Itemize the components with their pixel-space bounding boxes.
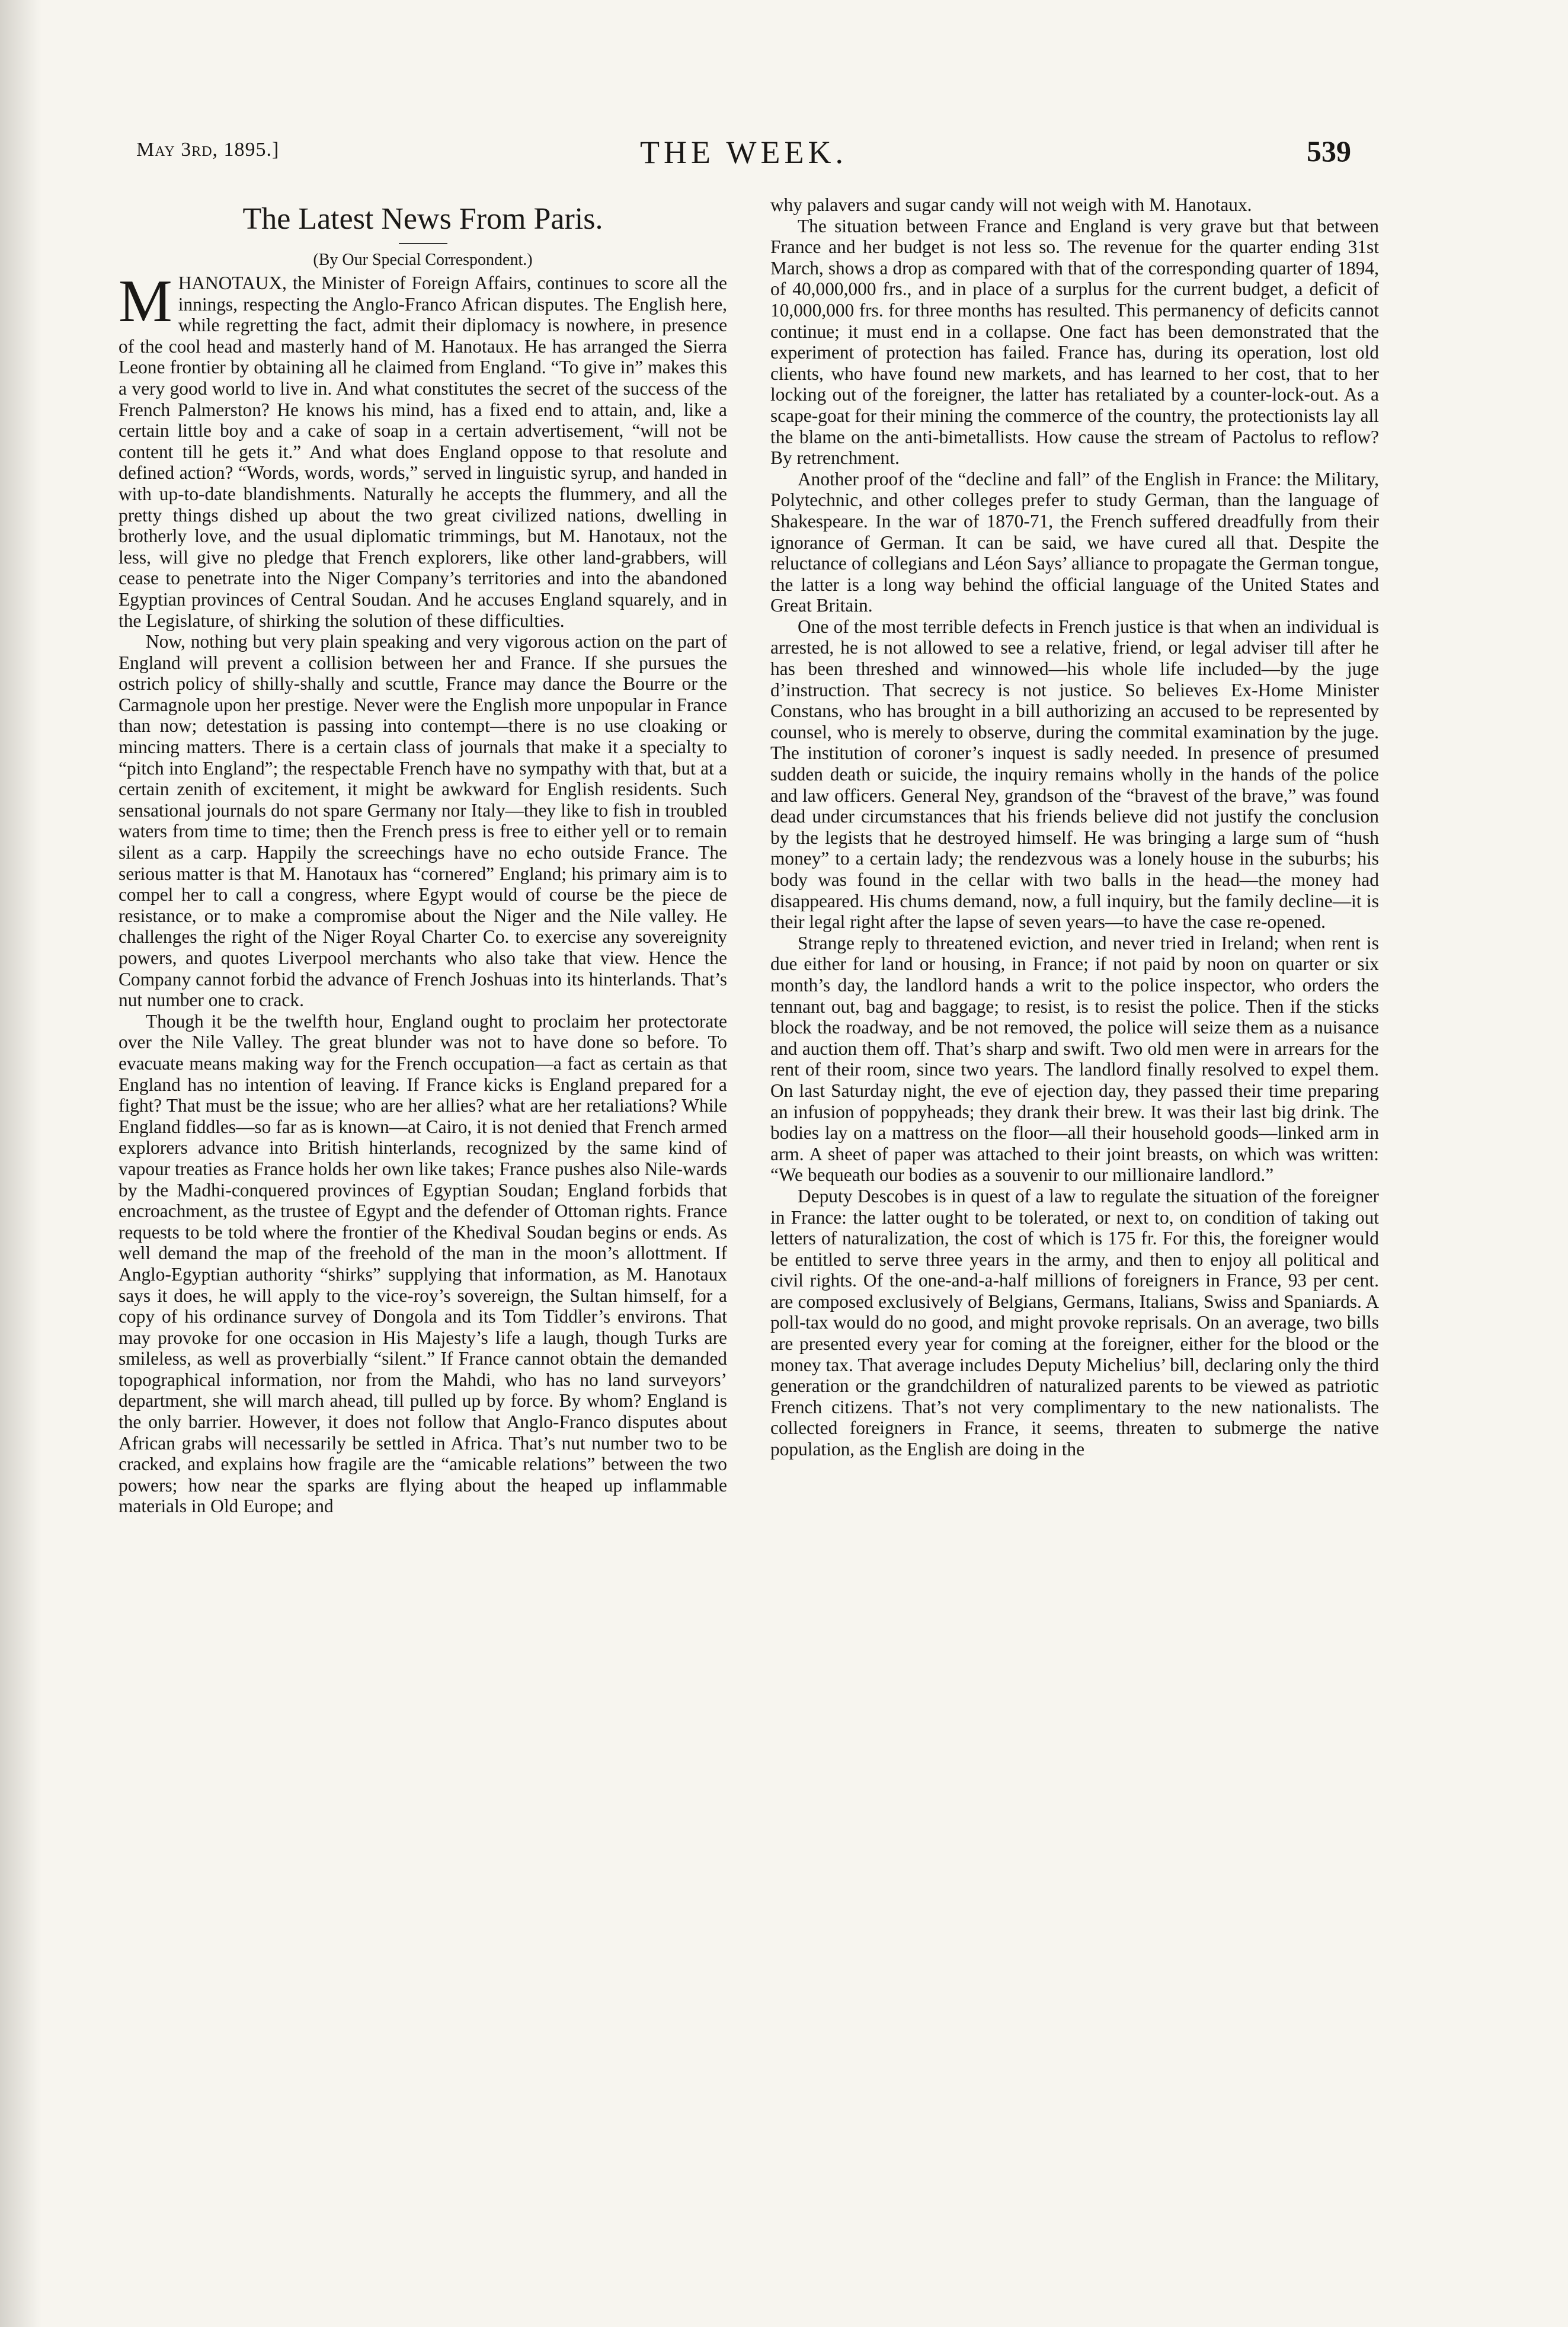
journal-title: THE WEEK. [640,135,847,170]
header-date: May 3rd, 1895.] [136,139,280,161]
page-number: 539 [1307,135,1351,168]
left-column [119,194,727,1517]
paragraph [119,268,727,631]
paragraph: Deputy Descobes is in quest of a law to regulate the situation of the foreigner in France: the latter ought to be tolerated, or next to, on condition of taking out letters of naturalization, the cost of which is 175 fr. For this, the foreigner would be entitled to serve three years in the army, and then to enjoy all political and civil rights. Of the one-and-a-half millions of foreigners in France, 93 per cent. are composed exclusively of Belgians, Germans, Italians, Swiss and Spaniards. A poll-tax would do no good, and might provoke reprisals. On an average, two bills are presented every year for coming at the foreigner, either for the blood or the money tax. That average includes Deputy Michelius’ bill, declaring only the third generation or the grandchildren of naturalized parents to be viewed as patriotic French citizens. That’s not very complimentary to the new nationalists. The collected foreigners in France, it seems, threaten to submerge the native population, as the English are doing in the [770,1185,1379,1460]
running-header [136,134,1351,169]
title-rule [399,243,447,244]
paragraph: One of the most terrible defects in French justice is that when an individual is arrested, he is not allowed to see a relative, friend, or legal adviser till after he has been threshed and winnowed—his whole life included—by the juge d’instruction. That secrecy is not justice. So believes Ex-Home Minister Constans, who has brought in a bill authorizing an accused to be represented by counsel, who is merely to observe, during the commital examination by the juge. The institution of coroner’s inquest is sadly needed. In presence of presumed sudden death or suicide, the inquiry remains wholly in the hands of the police and law officers. General Ney, grandson of the “bravest of the brave,” was found dead under circumstances that his friends believe did not justify the conclusion by the legists that he destroyed himself. He was bringing a large sum of “hush money” to a certain lady; the rendezvous was a lonely house in the suburbs; his body was found in the cellar with two balls in the head—the money had disappeared. His chums demand, now, a full inquiry, but the family decline—it is their legal right after the lapse of seven years—to have the case re-opened. [770,616,1379,933]
paragraph: Now, nothing but very plain speaking and very vigorous action on the part of England will prevent a collision between her and France. If she pursues the ostrich policy of shilly-shally and scuttle, France may dance the Bourre or the Carmagnole upon her prestige. Never were the English more unpopular in France than now; detestation is passing into contempt—there is no use cloaking or mincing matters. There is a certain class of journals that make it a specialty to “pitch into England”; the respectable French have no sympathy with that, but at a certain zenith of excitement, it might be awkward for English residents. Such sensational journals do not spare Germany nor Italy—they like to fish in troubled waters from time to time; then the French press is free to either yell or to remain silent as a carp. Happily the screechings have no echo outside France. The serious matter is that M. Hanotaux has “cornered” England; his primary aim is to compel her to call a congress, where Egypt would of course be the piece de resistance, or to make a compromise about the Niger and the Nile valley. He challenges the right of the Niger Royal Charter Co. to exercise any sovereignity powers, and quotes Liverpool merchants who also take that view. Hence the Company cannot forbid the advance of French Joshuas into its hinterlands. That’s nut number one to crack. [119,631,727,1011]
paragraph: why palavers and sugar candy will not weigh with M. Hanotaux. [770,194,1252,215]
right-column [770,194,1379,1460]
paragraph: The situation between France and England is very grave but that between France and her budget is not less so. The revenue for the quarter ending 31st March, shows a drop as compared with that of the corresponding quarter of 1894, of 40,000,000 frs., and in place of a surplus for the current budget, a deficit of 10,000,000 frs. for three months has resulted. This permanency of deficits cannot continue; it must end in a collapse. One fact has been demonstrated that the experiment of protection has failed. France has, during its operation, lost old clients, who have found new markets, and has learned to her cost, that to her locking out of the foreigner, the latter has retaliated by a counter-lock-out. As a scape-goat for their mining the commerce of the country, the protectionists lay all the blame on the anti-bimetallists. How cause the stream of Pactolus to reflow? By retrenchment. [770,215,1379,469]
article-byline: (By Our Special Correspondent.) [313,251,533,269]
page-binding-shadow [0,0,41,2327]
paragraph: Another proof of the “decline and fall” of the English in France: the Military, Polytechnic, and other colleges prefer to study German, than the language of Shakespeare. In the war of 1870-71, the French suffered dreadfully from their ignorance of German. It can be said, we have cured all that. Despite the reluctance of collegians and Léon Says’ alliance to propagate the German tongue, the latter is a long way behind the official language of the United States and Great Britain. [770,468,1379,616]
paragraph: Strange reply to threatened eviction, and never tried in Ireland; when rent is due either for land or housing, in France; if not paid by noon on quarter or six month’s day, the landlord hands a writ to the police inspector, who orders the tennant out, bag and baggage; to resist, is to resist the police. Then if the sticks block the roadway, and be not removed, the police will seize them as a nuisance and auction them off. That’s sharp and swift. Two old men were in arrears for the rent of their room, since two years. The landlord finally resolved to expel them. On last Saturday night, the eve of ejection day, they passed their time preparing an infusion of poppyheads; they drank their brew. It was their last big drink. The bodies lay on a mattress on the floor—all their household goods—linked arm in arm. A sheet of paper was attached to their joint breasts, on which was written: “We bequeath our bodies as a souvenir to our millionaire landlord.” [770,932,1379,1186]
drop-cap: M [119,268,172,335]
paragraph-text: HANOTAUX, the Minister of Foreign Affairs, continues to score all the innings, respecting the Anglo-Franco African disputes. The English here, while regretting the fact, admit their diplomacy is nowhere, in presence of the cool head and masterly hand of M. Hanotaux. He has arranged the Sierra Leone frontier by obtaining all he claimed from England. “To give in” makes this a very good world to live in. And what constitutes the secret of the success of the French Palmerston? He knows his mind, has a fixed end to attain, and, like a certain little boy and a cake of soap in a certain advertisement, “will not be content till he gets it.” And what does England oppose to that resolute and defined action? “Words, words, words,” served in linguistic syrup, and handed in with up-to-date blandishments. Naturally he accepts the flummery, and all the pretty things dished up about the two great civilized nations, dwelling in brotherly love, and the usual diplomatic trimmings, but M. Hanotaux, not the less, will give no pledge that French explorers, like other land-grabbers, will cease to penetrate into the Niger Company’s territories and into the abandoned Egyptian provinces of Central Soudan. And he accuses England squarely, and in the Legislature, of shirking the solution of these difficulties. [119,273,727,631]
paragraph: Though it be the twelfth hour, England ought to proclaim her protectorate over the Nile Valley. The great blunder was not to have done so before. To evacuate means making way for the French occupation—a fact as certain as that England has no intention of leaving. If France kicks is England prepared for a fight? That must be the issue; who are her allies? what are her retaliations? While England fiddles—so far as is known—at Cairo, it is not denied that French armed explorers advance into British hinterlands, recognized by the same kind of vapour treaties as France holds her own like takes; France pushes also Nile-wards by the Madhi-conquered provinces of Egyptian Soudan; England forbids that encroachment, as the trustee of Egypt and the defender of Ottoman rights. France requests to be told where the frontier of the Khedival Soudan begins or ends. As well demand the map of the freehold of the man in the moon’s allottment. If Anglo-Egyptian authority “shirks” supplying that information, as M. Hanotaux says it does, he will apply to the vice-roy’s sovereign, the Sultan himself, for a copy of his ordinance survey of Dongola and its Tom Tiddler’s environs. That may provoke for one occasion in His Majesty’s life a laugh, though Turks are smileless, as well as proverbially “silent.” If France cannot obtain the demanded topographical information, nor from the Mahdi, who has no land surveyors’ department, she will march ahead, till pulled up by force. By whom? England is the only barrier. However, it does not follow that Anglo-Franco disputes about African grabs will necessarily be settled in Africa. That’s nut number two to be cracked, and explains how fragile are the “amicable relations” between the two powers; how near the sparks are flying about the heaped up inflammable materials in Old Europe; and [119,1010,727,1517]
article-title: The Latest News From Paris. [242,202,603,236]
